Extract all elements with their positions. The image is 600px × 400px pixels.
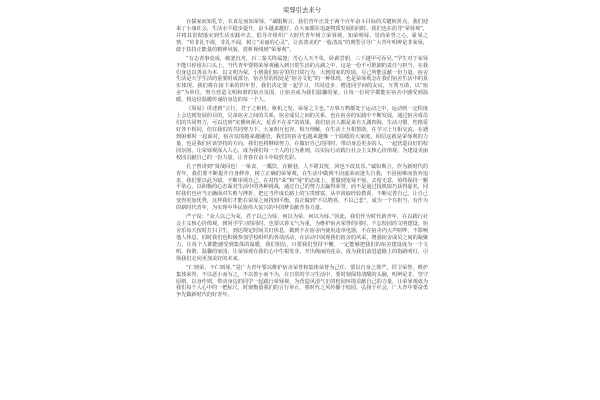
paragraph-5: 严子说：“众人以己为荣，君子以己为辱，何以为荣，何以为辱。”因此，我们作为时代新青年，在以践行社会主义核心价值观，到同学学习的同时，也要以讲义气为重，为维护宿舍荣誉的同时，不忘校园的文明建设，宿舍乐每天按时打扫卫生，到达规定时间关灯休息，做到不在宿舍内使用违章电器，不在宿舍内大声喧哗，不影响他人休息，同时我们也积极参加学校组织的各项活动，在活动中展现我们宿舍的风采，增强宿舍成员之间的凝聚力，让每个人都能感受到集体的温暖，我们相信，只要我们坚持不懈，一定能够把我们的宿舍建设成为一个文明、和谐、温馨的家园，让荣辱观在我们心中生根发芽，开出绚丽的花朵，成为我们前进道路上的指路明灯，引领我们走向更加美好的未来。 <box>176 214 428 262</box>
paragraph-1: 在儒家而知礼节，衣食足而知荣辱。“诚服斯言，我们青年正处于两个百年奋斗目标的关键转折点，我们迎来了小康社会，生活水平稳步提升，奋斗越来越好。在大家都在追逐物质发展的同时，我们也在倡导“荣辱观”，并将其贯彻落实到生活实践中去，倡导并组织广大时代青年树立荣辱观，知荣明辱，崇尚荣誉之心，耻辱之情，“苟非礼不视，非礼不闻，树立“美丽的心灵”，让真善美的“一股清流”的典型引导广大青年明辨是非荣辱，敢于扶持正能量的精神风貌，震析视线到“荣辱观”。 <box>176 19 428 53</box>
paragraph-2: “有志者事竟成，破釜沉舟，百二秦关终属楚；苦心人天不负，卧薪尝胆，三千越甲可吞吴。”学生对于荣辱不能只停留在口头上，当代青年要将荣辱观融入到日常生活的点滴之中，这是一份不可推卸的责任与担当，在我们身边以善良为本，以文明为荣，小到我们宿舍里的日常行为，大到国家的发展，尽己所能贡献一份力量。宿舍生活是大学生活的重要组成部分，宿舍里的相处是“宿舍文化”的一种体现，也是荣辱观念在我们宿舍生活中的真实体现。我们将在接下来的四年里，我们决定要一起学习，共同进步，增进同学间的友谊，互帮互助，以“宿舍”为单位，努力营造文明和谐的宿舍氛围，让宿舍成为我们温馨的家，让每一位同学都能在宿舍中感受到温暖，将这份温暖传递给身边的每一个人。 <box>176 55 428 104</box>
paragraph-6: “仁则荣，不仁则辱。”是广大青年要以维护宿舍荣誉和集体荣誉为己任，要以自身之尊严，捍卫荣誉，维护集体荣誉，不以恶小而为之，不以善小而不为，在日常的学习生活中，要时刻保持清醒的头脑，明辨是非，坚守原则，以身作则，带动身边的同学一起践行荣辱观，为营造风清气正的校园环境贡献自己的力量，让荣辱观成为我们每个人心中的一把标尺，时刻衡量我们的言行举止，将时代之风传播于校园，弘扬于社会，广大青年要奋勇争先做新时代的好青年。 <box>176 264 428 299</box>
paragraph-4: 孔子曾讲到“贤哉回也！一箪食，一瓢饮，在陋巷，人不堪其忧，回也不改其乐。”诚如斯言，作为新时代的青年，我们要不断提升自身修养，树立正确的荣辱观，在生活中做到不因虚荣而迷失自我，不因困难而放弃追求，我们要以此为镜，不断审视自己，在对待“荣”和“辱”的态度上，要做到宠辱不惊，去留无意，始终保持一颗平常心，以积极的心态面对生活中的各种挑战，通过自己的努力去赢得荣誉，而不是通过投机取巧获得虚名，同时我们也应当正确面对失败与挫折，把它当作成长路上的宝贵财富，从中汲取经验教训，不断完善自己，让自己变得更加优秀，这样我们才能在荣辱之间找到平衡，真正做到“不以物喜，不以己悲”，成为一个有担当、有作为的新时代青年，为实现中华民族伟大复兴的中国梦贡献青春力量。 <box>176 163 428 212</box>
paragraph-3: 《周易》讲述到“言行，君子之枢机；枢机之发，荣辱之主也。”万事万物都处于运动之中，运动则一定程度上会达到发展的目的，兄弟宿舍之间的关系，宿舍成员之间的关系，也在宿舍的实践中不断发展，通过宿舍成员们的共同努力，可以达到“室雅何须大，花香不在多”的效果，我们宿舍人都是来自五湖四海，生活习惯、性格爱好各不相同，但在我们的共同努力下，大家相互包容，相互理解，在生活上互相帮助，在学习上互相交流，在遇到困难时一起面对，宿舍氛围越来越融洽，我们的宿舍也越来越像一个温暖的大家庭，相信这就是荣辱观的力量，也是我们应该坚持的方向，我们也将继续努力，在做好自己的同时，带动身边更多的人，一起营造良好的校园氛围，让荣辱观深入人心，成为我们每一个人的行为准则，以实际行动践行社会主义核心价值观，为建设美丽校园贡献自己的一份力量，让青春在奋斗中绽放光彩。 <box>176 106 428 161</box>
document-title: 荣辱引去来兮 <box>282 6 322 14</box>
document-page <box>176 6 428 396</box>
